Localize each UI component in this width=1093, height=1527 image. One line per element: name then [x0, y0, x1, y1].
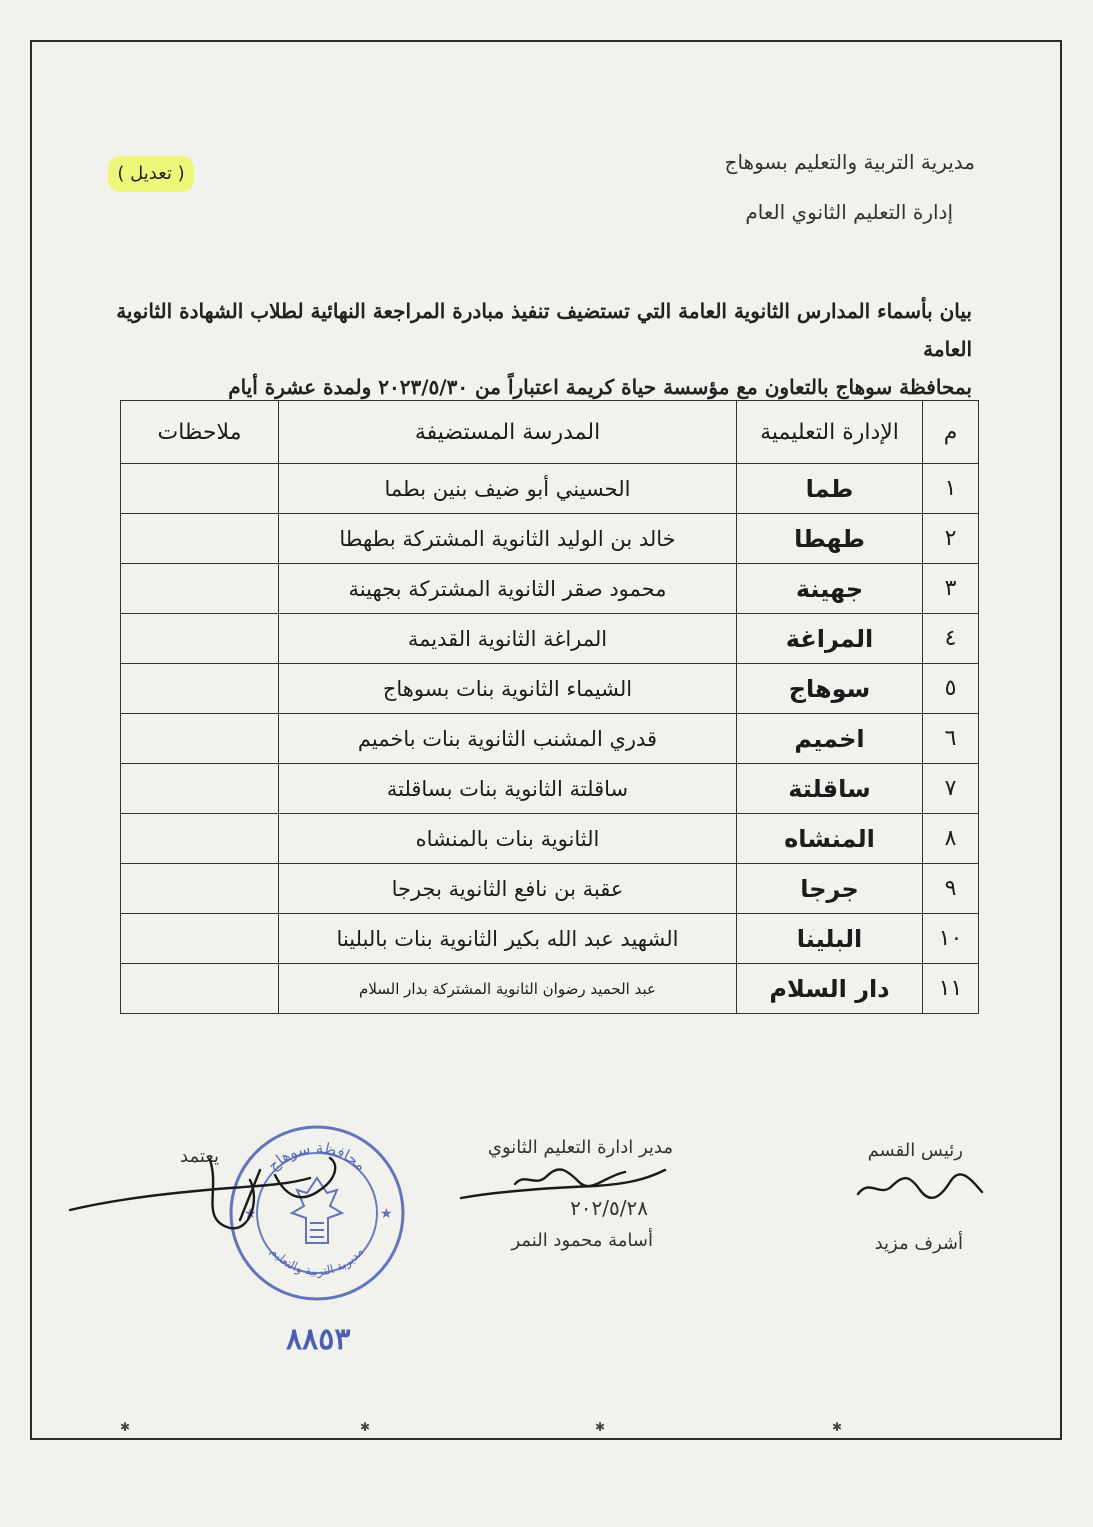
serial-number-stamp: ٨٨٥٣ [286, 1322, 351, 1357]
svg-text:★: ★ [380, 1206, 393, 1222]
row-school: عقبة بن نافع الثانوية بجرجا [279, 864, 737, 914]
row-administration: ساقلتة [737, 764, 923, 814]
table-row [121, 814, 979, 864]
row-notes [121, 714, 279, 764]
table-row [121, 464, 979, 514]
row-school: الشهيد عبد الله بكير الثانوية بنات بالبلينا [279, 914, 737, 964]
title-line-2: بمحافظة سوهاج بالتعاون مع مؤسسة حياة كريمة اعتباراً من ٢٠٢٣/٥/٣٠ ولمدة عشرة أيام [228, 375, 972, 399]
header-num: م [923, 401, 979, 464]
svg-text:★: ★ [244, 1206, 257, 1222]
row-administration: جهينة [737, 564, 923, 614]
table-row [121, 714, 979, 764]
corner-mark-icon: ✱ [832, 1420, 843, 1434]
schools-table [120, 400, 979, 1014]
dept-head-title: رئيس القسم [867, 1140, 963, 1161]
row-notes [121, 914, 279, 964]
row-num: ٨ [923, 814, 979, 864]
row-num: ٥ [923, 664, 979, 714]
row-school: الحسيني أبو ضيف بنين بطما [279, 464, 737, 514]
director-date: ٢٠٢/٥/٢٨ [570, 1196, 648, 1220]
row-school: محمود صقر الثانوية المشتركة بجهينة [279, 564, 737, 614]
row-notes [121, 664, 279, 714]
header-school: المدرسة المستضيفة [279, 401, 737, 464]
row-administration: طما [737, 464, 923, 514]
corner-mark-icon: ✱ [120, 1420, 131, 1434]
row-school: عبد الحميد رضوان الثانوية المشتركة بدار السلام [279, 964, 737, 1014]
table-row [121, 864, 979, 914]
svg-text:محافظة سوهاج: محافظة سوهاج [264, 1138, 371, 1175]
row-num: ٧ [923, 764, 979, 814]
table-header-row [121, 401, 979, 464]
table-row [121, 664, 979, 714]
table-row [121, 964, 979, 1014]
row-school: الشيماء الثانوية بنات بسوهاج [279, 664, 737, 714]
header-administration: الإدارة التعليمية [737, 401, 923, 464]
row-num: ٢ [923, 514, 979, 564]
title-line-1: بيان بأسماء المدارس الثانوية العامة التي تستضيف تنفيذ مبادرة المراجعة النهائية لطلاب الشهادة الثانوية العامة [116, 299, 972, 361]
row-num: ٤ [923, 614, 979, 664]
dept-head-name: أشرف مزيد [874, 1233, 963, 1254]
directorate-name: مديرية التربية والتعليم بسوهاج [724, 150, 975, 174]
dept-head-signature [850, 1168, 990, 1208]
row-notes [121, 864, 279, 914]
row-num: ٦ [923, 714, 979, 764]
row-num: ١٠ [923, 914, 979, 964]
row-school: المراغة الثانوية القديمة [279, 614, 737, 664]
row-administration: المنشاه [737, 814, 923, 864]
corner-mark-icon: ✱ [595, 1420, 606, 1434]
row-administration: البلينا [737, 914, 923, 964]
table-row [121, 764, 979, 814]
row-notes [121, 464, 279, 514]
row-notes [121, 564, 279, 614]
row-administration: المراغة [737, 614, 923, 664]
row-school: ساقلتة الثانوية بنات بساقلتة [279, 764, 737, 814]
row-num: ٣ [923, 564, 979, 614]
row-school: قدري المشنب الثانوية بنات باخميم [279, 714, 737, 764]
header-notes: ملاحظات [121, 401, 279, 464]
approval-signature [60, 1150, 360, 1250]
row-notes [121, 814, 279, 864]
row-num: ١ [923, 464, 979, 514]
director-title: مدير ادارة التعليم الثانوي [487, 1137, 673, 1158]
row-notes [121, 964, 279, 1014]
row-school: خالد بن الوليد الثانوية المشتركة بطهطا [279, 514, 737, 564]
row-num: ٩ [923, 864, 979, 914]
row-num: ١١ [923, 964, 979, 1014]
row-administration: دار السلام [737, 964, 923, 1014]
table-row [121, 914, 979, 964]
corner-mark-icon: ✱ [360, 1420, 371, 1434]
department-name: إدارة التعليم الثانوي العام [745, 200, 953, 224]
amendment-tag: ( تعديل ) [108, 156, 194, 192]
svg-text:مديرية التربية والتعليم: مديرية التربية والتعليم [267, 1244, 367, 1279]
table-row [121, 564, 979, 614]
row-school: الثانوية بنات بالمنشاه [279, 814, 737, 864]
row-administration: طهطا [737, 514, 923, 564]
table-row [121, 614, 979, 664]
row-notes [121, 514, 279, 564]
table-row [121, 514, 979, 564]
row-administration: جرجا [737, 864, 923, 914]
row-administration: سوهاج [737, 664, 923, 714]
approval-label: يعتمد [180, 1146, 219, 1167]
row-notes [121, 764, 279, 814]
row-notes [121, 614, 279, 664]
director-name: أسامة محمود النمر [511, 1230, 653, 1251]
row-administration: اخميم [737, 714, 923, 764]
document-title [110, 292, 972, 406]
